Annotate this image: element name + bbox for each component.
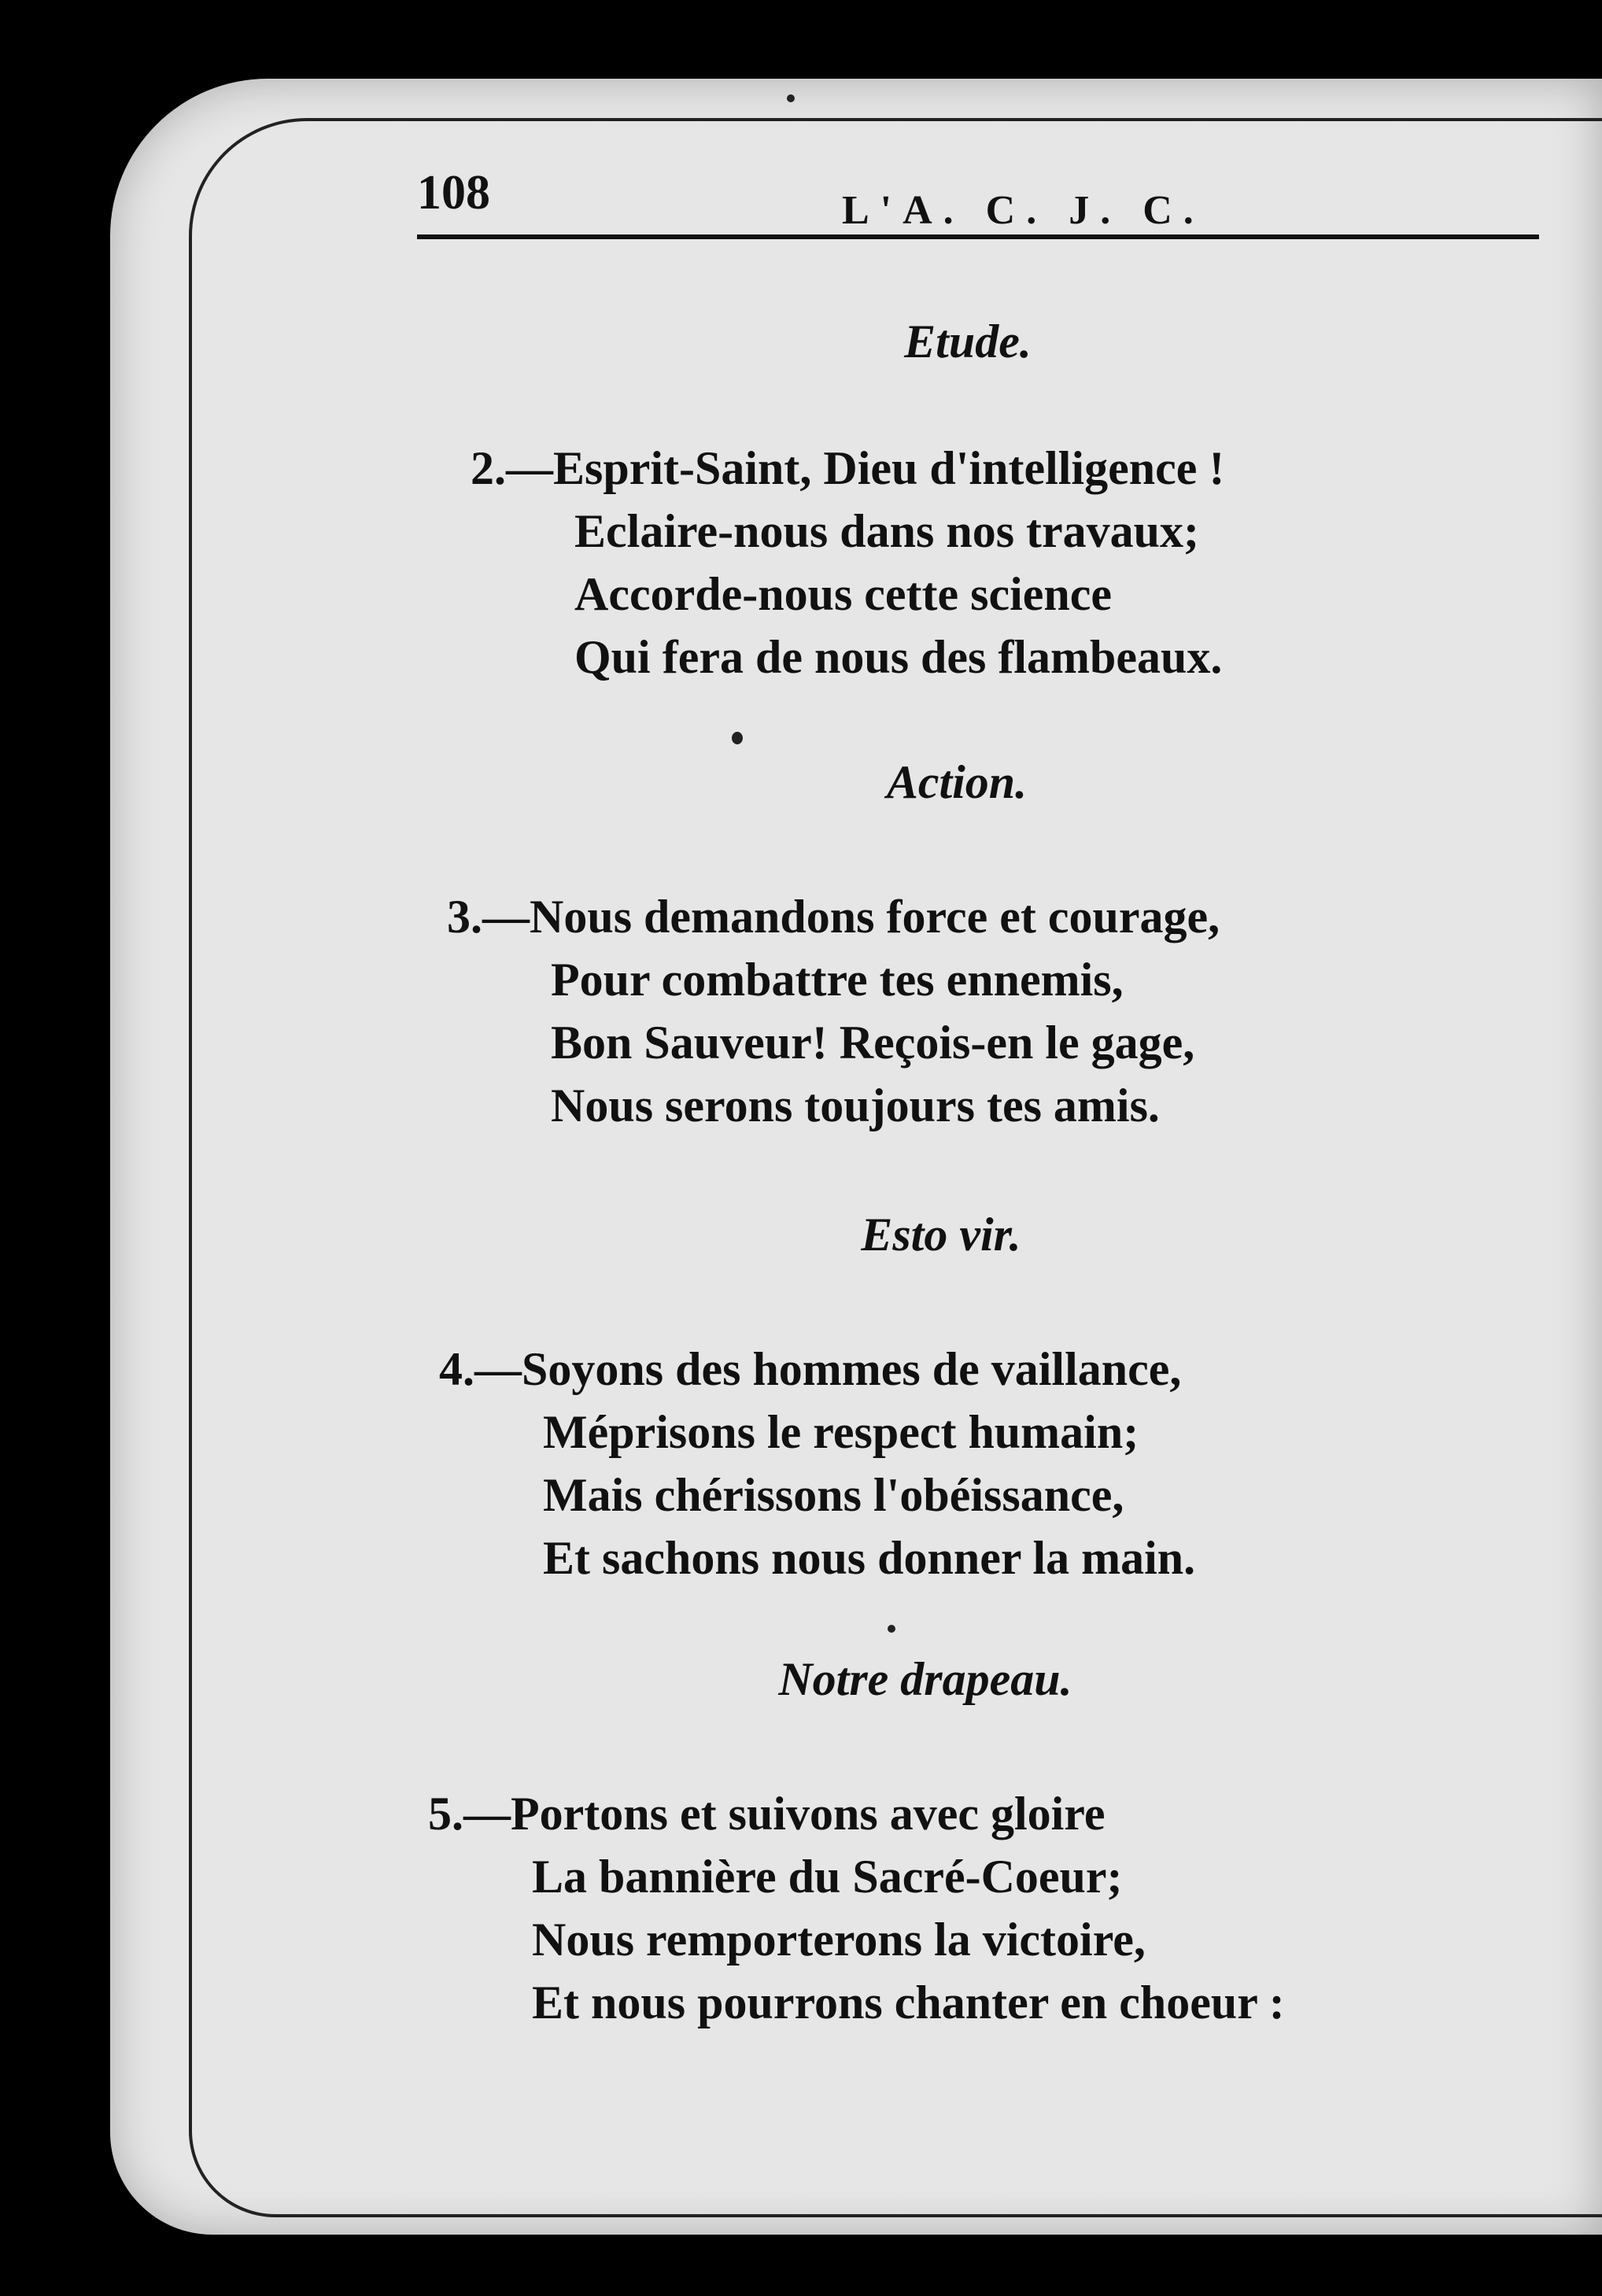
verse-line: Méprisons le respect humain; [543, 1406, 1139, 1458]
ink-speck [732, 732, 743, 744]
page-number: 108 [417, 166, 490, 220]
verse-line: 5.—Portons et suivons avec gloire [428, 1788, 1106, 1840]
stanza-heading-action: Action. [886, 756, 1028, 808]
stanza-5 [428, 1782, 1285, 2034]
stanza-heading-notre-drapeau: Notre drapeau. [778, 1653, 1072, 1705]
stanza-heading-esto-vir: Esto vir. [861, 1209, 1021, 1261]
stanza-2 [471, 437, 1224, 688]
stanza-heading-etude: Etude. [904, 316, 1032, 367]
page-header [417, 165, 1539, 236]
verse-line: La bannière du Sacré-Coeur; [532, 1851, 1123, 1903]
verse-line: Et sachons nous donner la main. [543, 1532, 1196, 1584]
verse-line: Bon Sauveur! Reçois-en le gage, [551, 1017, 1195, 1069]
running-head: L'A. C. J. C. [842, 188, 1205, 233]
verse-line: 3.—Nous demandons force et courage, [447, 891, 1220, 943]
verse-line: 4.—Soyons des hommes de vaillance, [439, 1343, 1182, 1395]
verse-line: Pour combattre tes ennemis, [551, 954, 1124, 1006]
verse-line: Mais chérissons l'obéissance, [543, 1469, 1124, 1521]
stanza-4 [439, 1338, 1195, 1589]
verse-line: Nous remporterons la victoire, [532, 1914, 1146, 1966]
verse-line: Accorde-nous cette science [574, 568, 1113, 620]
verse-line: Nous serons toujours tes amis. [551, 1080, 1160, 1131]
verse-line: Et nous pourrons chanter en choeur : [532, 1977, 1285, 2028]
ink-speck [888, 1625, 895, 1633]
verse-line: Qui fera de nous des flambeaux. [574, 631, 1223, 683]
ink-speck [787, 94, 795, 102]
verse-line: 2.—Esprit-Saint, Dieu d'intelligence ! [471, 442, 1225, 494]
stanza-3 [447, 885, 1220, 1137]
header-rule [417, 234, 1539, 239]
verse-line: Eclaire-nous dans nos travaux; [574, 505, 1200, 557]
